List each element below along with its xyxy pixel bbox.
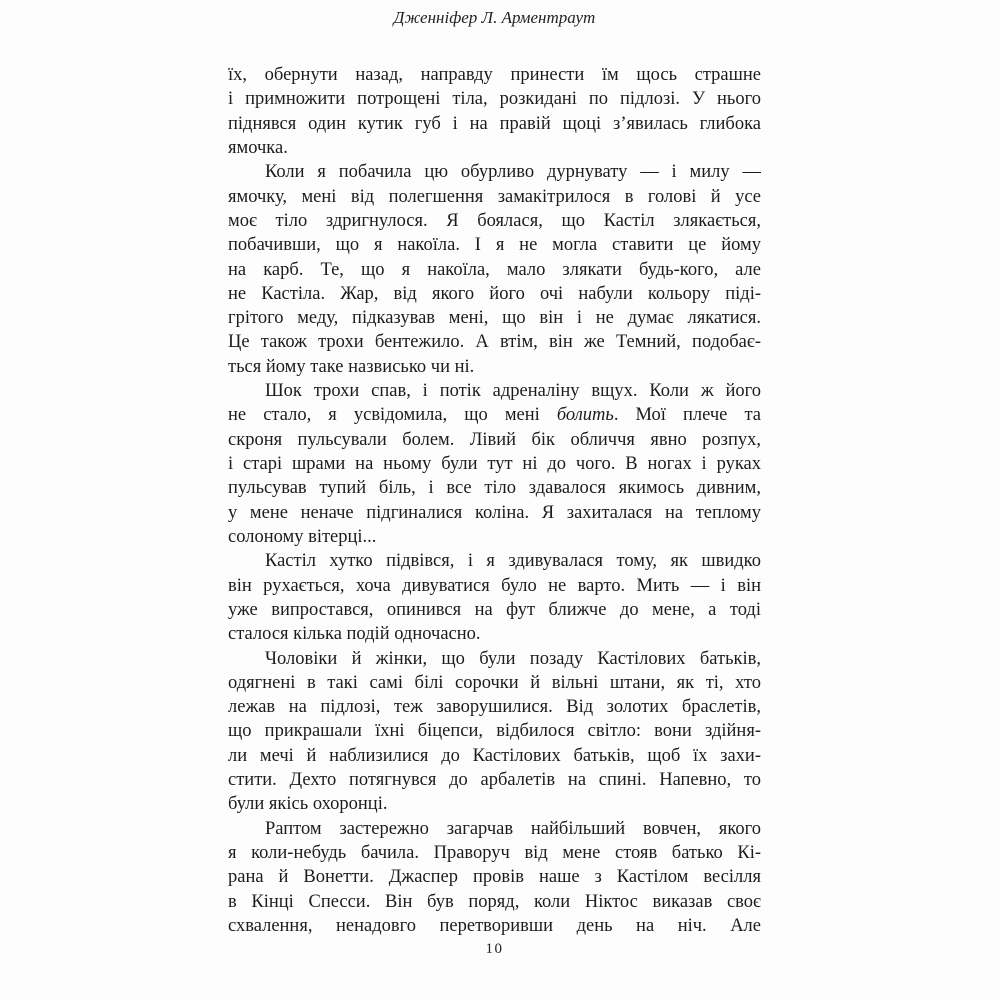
text-line: пульсував тупий біль, і все тіло здавалося якимось дивним, [228,478,761,499]
text-line: скроня пульсували болем. Лівий бік обличчя явно розпух, [228,429,761,450]
text-line: моє тіло здригнулося. Я боялася, що Кастіл злякається, [228,210,761,231]
text-line: ямочку, мені від полегшення замакітрилося в голові й усе [228,186,761,207]
paragraph [228,160,761,379]
text-line: що прикрашали їхні біцепси, відбилося світло: вони здійня- [228,721,761,742]
text-line: ться йому таке назвисько чи ні. [228,356,475,377]
text-line [228,403,761,427]
text-block [228,63,761,938]
text-line: в Кінці Спесси. Він був поряд, коли Ніктос виказав своє [228,891,761,912]
paragraph [228,379,761,549]
text-line: схвалення, ненадовго перетворивши день на ніч. Але [228,915,761,936]
text-segment: не стало, я усвідомила, що мені [228,405,557,426]
paragraph [228,63,761,160]
text-segment: . Мої плече та [613,405,761,426]
text-line: Це також трохи бентежило. А втім, він же Темний, подобає- [228,332,761,353]
text-line: не Кастіла. Жар, від якого його очі набули кольору піді- [228,283,761,304]
page-number: 10 [485,941,504,957]
text-line: рана й Вонетти. Джаспер провів наше з Кастілом весілля [228,867,761,888]
running-header-author: Дженніфер Л. Арментраут [393,8,596,27]
text-line: солоному вітерці... [228,526,377,547]
text-line: Чоловіки й жінки, що були позаду Кастілових батьків, [265,648,761,669]
emphasized-word: болить [556,405,614,426]
paragraph [228,549,761,646]
text-line: їх, обернути назад, направду принести їм щось страшне [228,65,761,85]
text-line: стити. Дехто потягнувся до арбалетів на спині. Напевно, то [228,770,761,791]
text-line: ямочка. [228,137,288,158]
text-line: Раптом застережно загарчав найбільший вовчен, якого [265,818,761,839]
text-line: у мене неначе підгиналися коліна. Я захиталася на теплому [228,502,761,523]
text-line: на карб. Те, що я накоїла, мало злякати будь-кого, але [228,259,761,280]
text-line: одягнені в такі самі білі сорочки й вільні штани, як ті, хто [228,672,761,693]
text-line: піднявся один кутик губ і на правій щоці з’явилась глибока [228,113,761,134]
text-line: побачивши, що я накоїла. І я не могла ставити це йому [228,235,761,256]
text-line: і примножити потрощені тіла, розкидані по підлозі. У нього [228,89,761,110]
text-line: Шок трохи спав, і потік адреналіну вщух. Коли ж його [265,381,761,402]
paragraph [228,817,761,939]
text-line: лежав на підлозі, теж заворушилися. Від золотих браслетів, [228,697,761,718]
text-line: і старі шрами на ньому були тут ні до чого. В ногах і руках [228,454,761,474]
text-line: він рухається, хоча дивуватися було не варто. Мить — і він [228,575,761,596]
text-line: сталося кілька подій одночасно. [228,624,481,645]
text-line: ли мечі й наблизилися до Кастілових батьків, щоб їх захи- [228,745,761,766]
paragraph [228,647,761,817]
text-line: були якісь охоронці. [228,794,388,815]
text-line: грітого меду, підказував мені, що він і не думає лякатися. [228,308,761,329]
text-line: я коли-небудь бачила. Праворуч від мене стояв батько Кі- [228,843,761,863]
text-line: уже випростався, опинився на фут ближче до мене, а тоді [228,599,761,620]
text-line: Кастіл хутко підвівся, і я здивувалася тому, як швидко [265,551,761,572]
text-line: Коли я побачила цю обурливо дурнувату — і милу — [265,162,761,183]
